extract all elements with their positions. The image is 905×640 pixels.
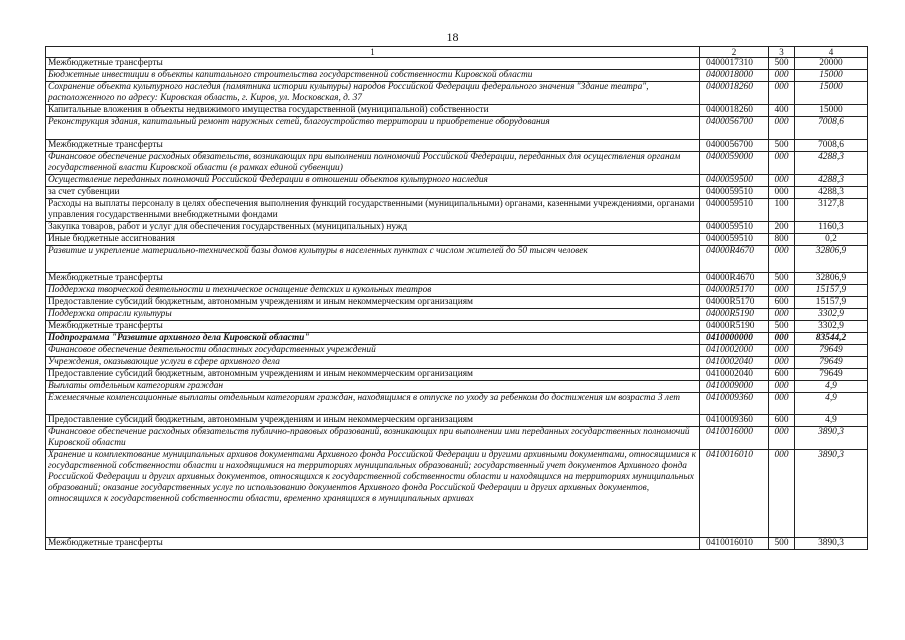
row-code-cell: 0400056700 [700,140,769,152]
row-amount-cell: 4,9 [795,381,868,393]
row-amount-cell: 4288,3 [795,175,868,187]
row-type-cell: 000 [769,450,795,538]
row-amount-cell: 7008,6 [795,140,868,152]
row-code-cell: 0400056700 [700,117,769,140]
row-name-cell: Осуществление переданных полномочий Российской Федерации в отношении объектов культурного наследия [46,175,700,187]
row-code-cell: 0400018260 [700,82,769,105]
row-amount-cell: 0,2 [795,234,868,246]
row-amount-cell: 4288,3 [795,152,868,175]
row-name-cell: Подпрограмма "Развитие архивного дела Кировской области" [46,333,700,345]
row-name-cell: Предоставление субсидий бюджетным, автономным учреждениям и иным некоммерческим организациям [46,297,700,309]
row-code-cell: 04000R5190 [700,321,769,333]
row-code-cell: 04000R4670 [700,273,769,285]
row-type-cell: 400 [769,105,795,117]
row-code-cell: 0400059500 [700,175,769,187]
table-row [46,175,868,187]
row-code-cell: 0400059000 [700,152,769,175]
table-row [46,538,868,550]
row-name-cell: Финансовое обеспечение деятельности областных государственных учреждений [46,345,700,357]
row-name-cell: Межбюджетные трансферты [46,140,700,152]
row-code-cell: 04000R4670 [700,246,769,273]
table-row [46,117,868,140]
row-name-cell: Поддержка отрасли культуры [46,309,700,321]
row-code-cell: 0400059510 [700,222,769,234]
table-row [46,140,868,152]
row-type-cell: 500 [769,538,795,550]
row-type-cell: 200 [769,222,795,234]
row-amount-cell: 32806,9 [795,273,868,285]
row-code-cell: 0400017310 [700,58,769,70]
row-type-cell: 600 [769,297,795,309]
table-row [46,152,868,175]
row-type-cell: 000 [769,152,795,175]
row-type-cell: 000 [769,82,795,105]
row-code-cell: 0410000000 [700,333,769,345]
row-code-cell: 0410009000 [700,381,769,393]
row-name-cell: Финансовое обеспечение расходных обязательств, возникающих при выполнении полномочий Российской Федерации, переданных для осуществления органам государственной власти Кировской области (в рамках единой субвенции) [46,152,700,175]
header-col-2: 2 [700,47,769,58]
row-type-cell: 500 [769,140,795,152]
row-type-cell: 000 [769,246,795,273]
row-name-cell: Капитальные вложения в объекты недвижимого имущества государственной (муниципальной) собственности [46,105,700,117]
row-code-cell: 0400018000 [700,70,769,82]
row-amount-cell: 3302,9 [795,309,868,321]
page-number: 18 [446,30,459,44]
row-amount-cell: 32806,9 [795,246,868,273]
row-type-cell: 000 [769,309,795,321]
table-row [46,321,868,333]
row-name-cell: Поддержка творческой деятельности и техническое оснащение детских и кукольных театров [46,285,700,297]
row-amount-cell: 83544,2 [795,333,868,345]
row-type-cell: 000 [769,187,795,199]
row-amount-cell: 3127,8 [795,199,868,222]
row-name-cell: Предоставление субсидий бюджетным, автономным учреждениям и иным некоммерческим организациям [46,369,700,381]
table-row [46,357,868,369]
row-name-cell: Межбюджетные трансферты [46,58,700,70]
row-type-cell: 800 [769,234,795,246]
row-name-cell: Расходы на выплаты персоналу в целях обеспечения выполнения функций государственными (муниципальными) органами, казенными учреждениями, органами управления государственными внебюджетными фондами [46,199,700,222]
row-name-cell: Иные бюджетные ассигнования [46,234,700,246]
row-amount-cell: 79649 [795,357,868,369]
row-amount-cell: 15000 [795,70,868,82]
row-type-cell: 500 [769,273,795,285]
table-row [46,369,868,381]
row-code-cell: 04000R5170 [700,297,769,309]
row-code-cell: 0410002040 [700,357,769,369]
row-type-cell: 000 [769,345,795,357]
row-name-cell: Реконструкция здания, капитальный ремонт наружных сетей, благоустройство территории и приобретение оборудования [46,117,700,140]
row-amount-cell: 15157,9 [795,297,868,309]
table-header-row [46,47,868,58]
row-code-cell: 0410009360 [700,415,769,427]
table-row [46,427,868,450]
row-amount-cell: 7008,6 [795,117,868,140]
table-row [46,199,868,222]
row-amount-cell: 79649 [795,345,868,357]
row-type-cell: 600 [769,369,795,381]
row-name-cell: Ежемесячные компенсационные выплаты отдельным категориям граждан, находящимся в отпуске по уходу за ребенком до достижения им возраста 3 лет [46,393,700,415]
row-code-cell: 04000R5170 [700,285,769,297]
row-amount-cell: 3890,3 [795,427,868,450]
row-code-cell: 0410002040 [700,369,769,381]
row-name-cell: Хранение и комплектование муниципальных архивов документами Архивного фонда Российской Федерации и другими архивными документами, относящимися к государственной собственности области и находящимися на территориях муниципальных образований; государственный учет документов Архивного фонда Российской Федерации и других архивных документов, относящихся к государственной собственности области и находящихся на территориях муниципальных образований; оказание государственных услуг по использованию документов Архивного фонда Российской Федерации и других архивных документов, относящихся к государственной собственности области, временно хранящихся в муниципальных архивах [46,450,700,538]
row-type-cell: 000 [769,285,795,297]
row-name-cell: Выплаты отдельным категориям граждан [46,381,700,393]
row-code-cell: 0400059510 [700,199,769,222]
row-amount-cell: 15157,9 [795,285,868,297]
row-amount-cell: 3890,3 [795,538,868,550]
row-name-cell: Межбюджетные трансферты [46,321,700,333]
header-col-1: 1 [46,47,700,58]
table-row [46,450,868,538]
header-col-3: 3 [769,47,795,58]
row-name-cell: за счет субвенции [46,187,700,199]
row-code-cell: 0410002000 [700,345,769,357]
table-row [46,58,868,70]
row-type-cell: 000 [769,117,795,140]
row-amount-cell: 15000 [795,105,868,117]
row-code-cell: 0400059510 [700,234,769,246]
row-type-cell: 000 [769,427,795,450]
table-row [46,82,868,105]
row-code-cell: 0410016000 [700,427,769,450]
table-row [46,222,868,234]
row-type-cell: 100 [769,199,795,222]
row-name-cell: Бюджетные инвестиции в объекты капитального строительства государственной собственности Кировской области [46,70,700,82]
header-col-4: 4 [795,47,868,58]
row-code-cell: 0410016010 [700,450,769,538]
row-name-cell: Сохранение объекта культурного наследия (памятника истории культуры) народов Российской Федерации федерального значения "Здание театра", расположенного по адресу: Кировская область, г. Киров, ул. Московская, д. 37 [46,82,700,105]
table-row [46,105,868,117]
row-code-cell: 04000R5190 [700,309,769,321]
row-amount-cell: 3302,9 [795,321,868,333]
table-row [46,187,868,199]
row-name-cell: Межбюджетные трансферты [46,538,700,550]
row-type-cell: 600 [769,415,795,427]
table-row [46,246,868,273]
row-code-cell: 0410009360 [700,393,769,415]
row-type-cell: 000 [769,70,795,82]
row-name-cell: Учреждения, оказывающие услуги в сфере архивного дела [46,357,700,369]
row-type-cell: 000 [769,381,795,393]
table-row [46,393,868,415]
table-row [46,70,868,82]
table-row [46,345,868,357]
row-amount-cell: 3890,3 [795,450,868,538]
row-amount-cell: 20000 [795,58,868,70]
row-type-cell: 000 [769,393,795,415]
table-row [46,333,868,345]
table-row [46,381,868,393]
table-row [46,415,868,427]
row-name-cell: Закупка товаров, работ и услуг для обеспечения государственных (муниципальных) нужд [46,222,700,234]
row-type-cell: 000 [769,333,795,345]
row-amount-cell: 15000 [795,82,868,105]
row-name-cell: Межбюджетные трансферты [46,273,700,285]
row-type-cell: 500 [769,58,795,70]
row-code-cell: 0410016010 [700,538,769,550]
row-type-cell: 500 [769,321,795,333]
row-name-cell: Развитие и укрепление материально-технической базы домов культуры в населенных пунктах с числом жителей до 50 тысяч человек [46,246,700,273]
row-amount-cell: 4288,3 [795,187,868,199]
budget-table [45,46,868,550]
row-amount-cell: 4,9 [795,393,868,415]
table-row [46,273,868,285]
table-row [46,285,868,297]
row-code-cell: 0400059510 [700,187,769,199]
row-amount-cell: 1160,3 [795,222,868,234]
table-row [46,297,868,309]
table-row [46,309,868,321]
table-row [46,234,868,246]
row-name-cell: Финансовое обеспечение расходных обязательств публично-правовых образований, возникающих при выполнении ими переданных государственных полномочий Кировской области [46,427,700,450]
row-type-cell: 000 [769,175,795,187]
row-code-cell: 0400018260 [700,105,769,117]
row-name-cell: Предоставление субсидий бюджетным, автономным учреждениям и иным некоммерческим организациям [46,415,700,427]
row-type-cell: 000 [769,357,795,369]
row-amount-cell: 79649 [795,369,868,381]
row-amount-cell: 4,9 [795,415,868,427]
